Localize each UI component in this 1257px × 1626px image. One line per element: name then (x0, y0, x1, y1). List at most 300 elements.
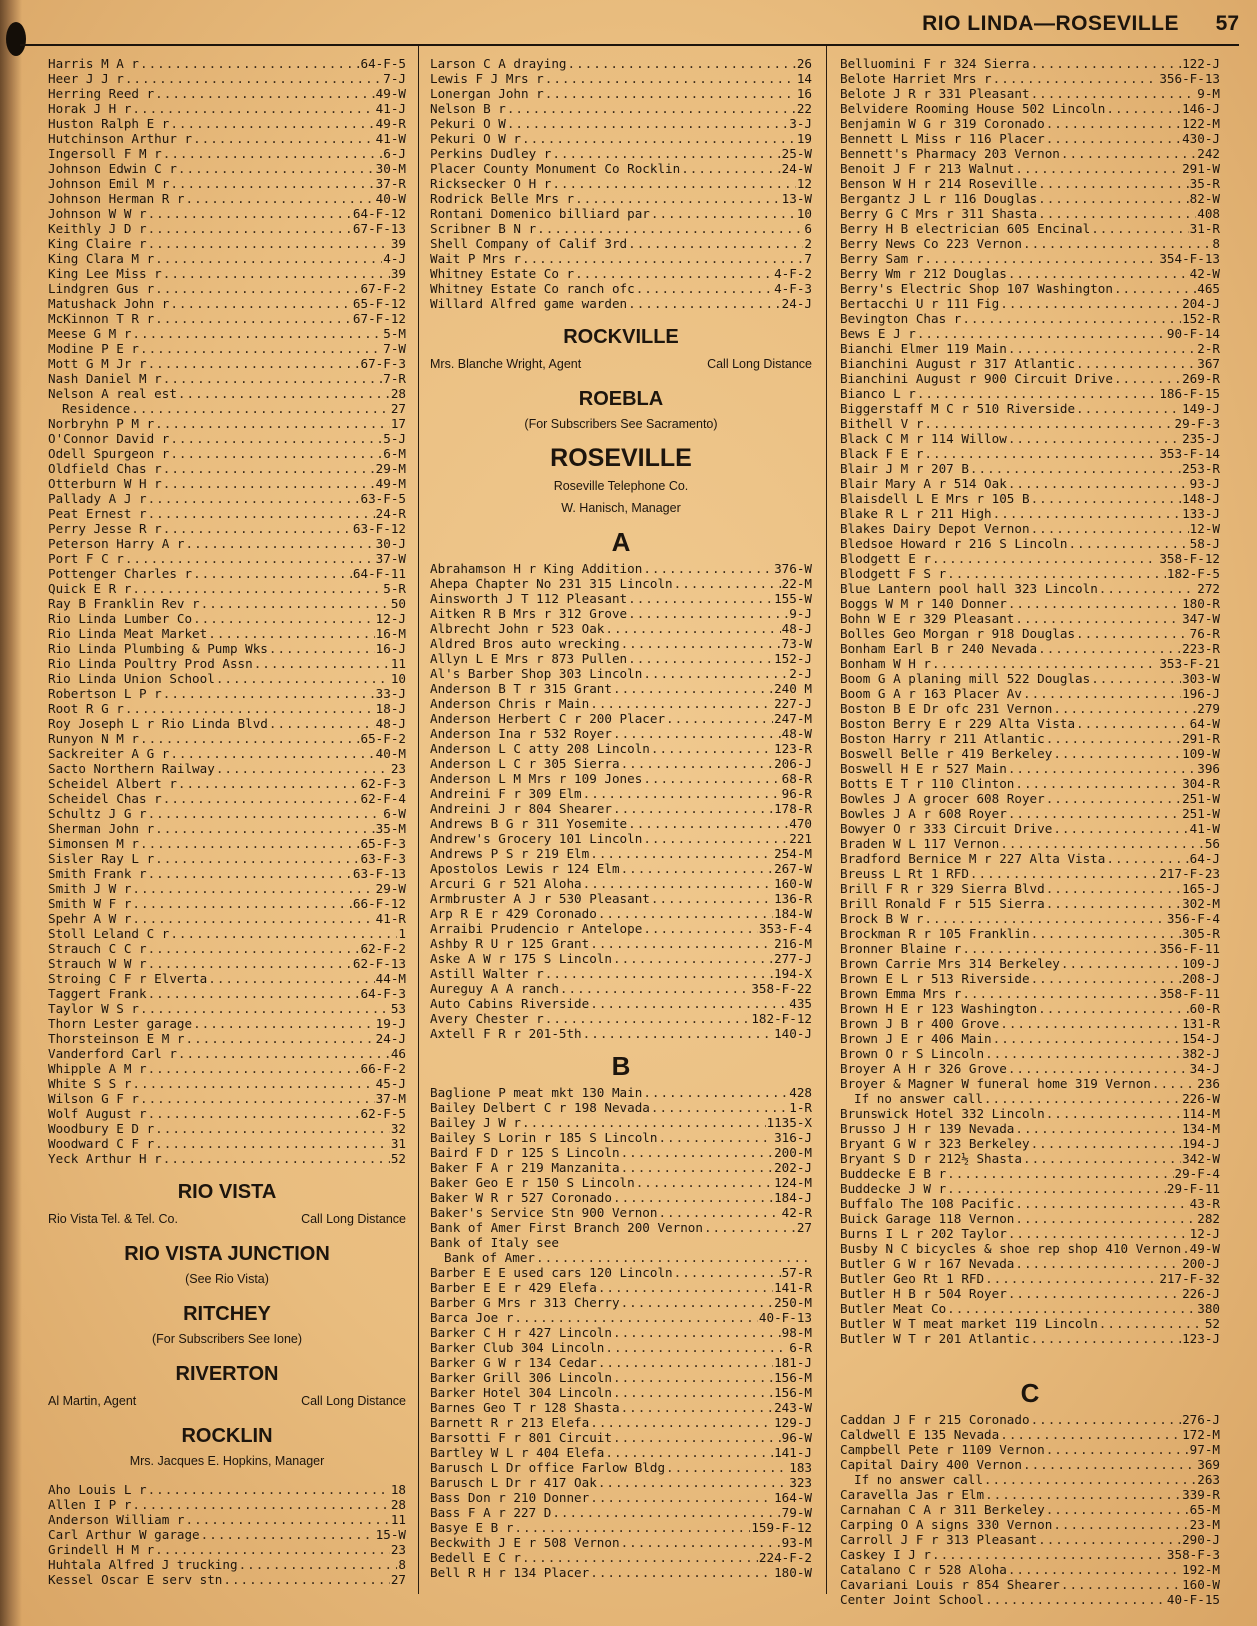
listing-phone: 62-F-5 (360, 1106, 406, 1121)
listing-name: Bedell E C r (430, 1550, 521, 1565)
leader-dots (598, 1355, 773, 1370)
leader-dots (947, 1181, 1166, 1196)
listing-phone: 200-M (774, 1145, 812, 1160)
directory-listing (48, 986, 406, 1001)
directory-listing (48, 926, 406, 941)
listing-name: Robertson L P r (48, 686, 162, 701)
directory-listing (840, 1472, 1220, 1487)
leader-dots (170, 446, 382, 461)
listing-phone: 67-F-13 (352, 221, 406, 236)
directory-listing (48, 71, 406, 86)
leader-dots (514, 1520, 750, 1535)
leader-dots (1008, 1226, 1189, 1241)
directory-listing (48, 956, 406, 971)
directory-listing (48, 116, 406, 131)
listing-phone: 236 (1197, 1076, 1220, 1091)
listing-name: Rio Linda Meat Market (48, 626, 208, 641)
listing-phone: 9-J (789, 606, 812, 621)
listing-phone: 30-J (375, 536, 406, 551)
leader-dots (621, 1535, 781, 1550)
listing-name: If no answer call (854, 1091, 983, 1106)
listing-name: Ingersoll F M r (48, 146, 162, 161)
directory-listing (430, 1490, 812, 1505)
leader-dots (148, 356, 360, 371)
listing-name: Brockman R r 105 Franklin (840, 926, 1030, 941)
directory-listing (840, 101, 1220, 116)
leader-dots (1008, 266, 1189, 281)
listing-name: Johnson Emil M r (48, 176, 170, 191)
leader-dots (223, 1572, 389, 1587)
leader-dots (658, 1205, 780, 1220)
listing-phone: 24-R (375, 506, 406, 521)
leader-dots (993, 1031, 1181, 1046)
leader-dots (613, 1190, 773, 1205)
directory-listing (840, 881, 1220, 896)
listing-name: Stoll Leland C r (48, 926, 170, 941)
agent-line (48, 1392, 406, 1410)
leader-dots (522, 131, 796, 146)
leader-dots (193, 611, 375, 626)
listing-name: McKinnon T R r (48, 311, 155, 326)
listing-phone: 279 (1197, 701, 1220, 716)
directory-listing (840, 491, 1220, 506)
directory-listing (430, 1220, 812, 1235)
leader-dots (1008, 596, 1181, 611)
leader-dots (522, 1550, 758, 1565)
listing-name: Peat Ernest r (48, 506, 147, 521)
listing-phone: 24-J (375, 1031, 406, 1046)
listing-phone: 65-F-2 (360, 731, 406, 746)
listing-name: Keithly J D r (48, 221, 147, 236)
listing-phone: 186-F-15 (1159, 386, 1220, 401)
directory-listing (840, 926, 1220, 941)
directory-listing (430, 161, 812, 176)
leader-dots (201, 1527, 375, 1542)
listing-phone: 10 (796, 206, 812, 221)
directory-listing (430, 741, 812, 756)
leader-dots (598, 1475, 788, 1490)
listing-name: Arraibi Prudencio r Antelope (430, 921, 643, 936)
listing-name: Buffalo The 108 Pacific (840, 1196, 1015, 1211)
directory-listing (48, 731, 406, 746)
listing-name: Blaisdell L E Mrs r 105 B (840, 491, 1030, 506)
directory-listing (48, 281, 406, 296)
listing-phone: 16-M (375, 626, 406, 641)
listing-phone: 180-R (1182, 596, 1220, 611)
leader-dots (1008, 1562, 1181, 1577)
leader-dots (1061, 146, 1196, 161)
listing-name: Apostolos Lewis r 124 Elm (430, 861, 620, 876)
listing-name: Sherman John r (48, 821, 155, 836)
directory-listing (430, 966, 812, 981)
listing-name: Brill Ronald F r 515 Sierra (840, 896, 1045, 911)
directory-listing (48, 401, 406, 416)
listing-name: Berry G C Mrs r 311 Shasta (840, 206, 1038, 221)
listing-phone: 396 (1197, 761, 1220, 776)
listing-phone: 64-J (1189, 851, 1220, 866)
listing-phone: 42-R (781, 1205, 812, 1220)
listing-phone: 141-J (774, 1445, 812, 1460)
directory-listing (430, 1160, 812, 1175)
leader-dots (674, 1265, 781, 1280)
leader-dots (178, 161, 375, 176)
listing-phone: 4-F-2 (774, 266, 812, 281)
directory-listing (48, 86, 406, 101)
listing-phone: 243-W (774, 1400, 812, 1415)
directory-listing (430, 1520, 812, 1535)
directory-listing (48, 641, 406, 656)
leader-dots (1023, 236, 1211, 251)
listing-name: Bennett's Pharmacy 203 Vernon (840, 146, 1060, 161)
town-heading: RIVERTON (175, 1363, 279, 1385)
listing-name: Barber E E r 429 Elefa (430, 1280, 597, 1295)
listing-name: Barker Club 304 Lincoln (430, 1340, 605, 1355)
listing-name: Butler W T meat market 119 Lincoln (840, 1316, 1098, 1331)
listing-phone: 35-R (1189, 176, 1220, 191)
listing-name: Blodgett E r (840, 551, 931, 566)
directory-listing (840, 1412, 1220, 1427)
listing-name: Rio Linda Union School (48, 671, 215, 686)
column-divider (826, 46, 827, 1594)
listing-phone: 39 (390, 266, 406, 281)
directory-listing (840, 71, 1220, 86)
directory-listing (48, 1076, 406, 1091)
listing-name: If no answer call (854, 1472, 983, 1487)
listing-phone: 123-R (774, 741, 812, 756)
leader-dots (522, 251, 803, 266)
directory-listing (48, 251, 406, 266)
listing-name: Willard Alfred game warden (430, 296, 628, 311)
directory-listing (430, 561, 812, 576)
listing-name: Smith W F r (48, 896, 132, 911)
directory-listing (840, 176, 1220, 191)
leader-dots (636, 1175, 773, 1190)
running-head: RIO LINDA—ROSEVILLE (922, 12, 1179, 35)
leader-dots (1023, 1151, 1181, 1166)
directory-listing (430, 206, 812, 221)
directory-listing (840, 1016, 1220, 1031)
listing-name: Butler W T r 201 Atlantic (840, 1331, 1030, 1346)
directory-listing (840, 1562, 1220, 1577)
directory-listing (840, 611, 1220, 626)
listing-name: Bertacchi U r 111 Fig (840, 296, 1000, 311)
listing-name: King Claire r (48, 236, 147, 251)
listing-name: Biggerstaff M C r 510 Riverside (840, 401, 1076, 416)
listing-phone: 15-W (375, 1527, 406, 1542)
directory-listing (48, 506, 406, 521)
listing-phone: 66-F-12 (352, 896, 406, 911)
listing-phone: 62-F-2 (360, 941, 406, 956)
listing-name: Taylor W S r (48, 1001, 139, 1016)
leader-dots (155, 1542, 390, 1557)
listing-name: Rodrick Belle Mrs r (430, 191, 575, 206)
leader-dots (125, 551, 375, 566)
leader-dots (148, 236, 390, 251)
directory-listing (48, 1572, 406, 1587)
leader-dots (1106, 101, 1181, 116)
listing-name: Rontani Domenico billiard par (430, 206, 650, 221)
listing-phone: 65-F-3 (360, 836, 406, 851)
directory-listing (840, 86, 1220, 101)
listing-phone: 354-F-13 (1159, 251, 1220, 266)
listing-name: Bianchi Elmer 119 Main (840, 341, 1007, 356)
listing-phone: 8 (398, 1557, 406, 1572)
directory-listing (430, 1535, 812, 1550)
directory-listing (48, 1091, 406, 1106)
listing-phone: 7-R (383, 371, 406, 386)
directory-listing (840, 656, 1220, 671)
leader-dots (947, 1301, 1196, 1316)
listing-name: Pekuri O W r (430, 131, 521, 146)
leader-dots (643, 1085, 788, 1100)
leader-dots (170, 176, 374, 191)
leader-dots (1046, 1106, 1181, 1121)
listing-phone: 13-W (781, 191, 812, 206)
directory-listing (840, 401, 1220, 416)
listing-phone: 367 (1197, 356, 1220, 371)
listing-name: Blodgett F S r (840, 566, 947, 581)
listing-name: Blakes Dairy Depot Vernon (840, 521, 1030, 536)
listing-phone: 172-M (1182, 1427, 1220, 1442)
directory-listing (840, 1502, 1220, 1517)
listing-phone: 347-W (1182, 611, 1220, 626)
listing-name: Bennett L Miss r 116 Placer (840, 131, 1045, 146)
leader-dots (628, 651, 773, 666)
listing-phone: 133-J (1182, 506, 1220, 521)
listing-name: Bailey J W r (430, 1115, 521, 1130)
leader-dots (1053, 1517, 1188, 1532)
listing-name: Barber E E used cars 120 Lincoln (430, 1265, 673, 1280)
directory-listing (430, 936, 812, 951)
listing-phone: 65-F-12 (352, 296, 406, 311)
listing-name: Brown H E r 123 Washington (840, 1001, 1038, 1016)
listing-name: Wolf August r (48, 1106, 147, 1121)
leader-dots (621, 636, 781, 651)
directory-listing (840, 311, 1220, 326)
listing-name: Bledsoe Howard r 216 S Lincoln (840, 536, 1068, 551)
listing-phone: 221 (789, 831, 812, 846)
leader-dots (1038, 206, 1196, 221)
leader-dots (132, 881, 374, 896)
listing-name: Barnes Geo T r 128 Shasta (430, 1400, 620, 1415)
listing-name: Allen I P r (48, 1497, 132, 1512)
listing-name: Quick E R r (48, 581, 132, 596)
listing-phone: 155-W (774, 591, 812, 606)
listing-phone: 224-F-2 (758, 1550, 812, 1565)
leader-dots (545, 966, 773, 981)
leader-dots (1008, 431, 1181, 446)
listing-phone: 358-F-12 (1159, 551, 1220, 566)
listing-phone: 50 (390, 596, 406, 611)
directory-listing (840, 1442, 1220, 1457)
listing-name: Johnson W W r (48, 206, 147, 221)
leader-dots (170, 746, 374, 761)
listing-phone: 73-W (781, 636, 812, 651)
leader-dots (605, 621, 780, 636)
listing-phone: 204-J (1182, 296, 1220, 311)
listing-name: Placer County Monument Co Rocklin (430, 161, 681, 176)
listing-name: Blair Mary A r 514 Oak (840, 476, 1007, 491)
listing-name: Meese G M r (48, 326, 132, 341)
leader-dots (522, 1115, 766, 1130)
leader-dots (613, 1385, 773, 1400)
listing-phone: 76-R (1189, 626, 1220, 641)
listing-name: Barker C H r 427 Lincoln (430, 1325, 612, 1340)
town-heading: ROEBLA (578, 388, 664, 410)
leader-dots (514, 1310, 758, 1325)
listing-phone: 18 (390, 1482, 406, 1497)
spacer (48, 1470, 406, 1482)
listing-name: Brown Emma Mrs r (840, 986, 962, 1001)
listing-phone: 356-F-4 (1166, 911, 1220, 926)
listing-phone: 93-M (781, 1535, 812, 1550)
listing-phone: 60-R (1189, 1001, 1220, 1016)
directory-listing (48, 1046, 406, 1061)
leader-dots (917, 326, 1166, 341)
listing-name: Harris M A r (48, 56, 139, 71)
leader-dots (1046, 896, 1181, 911)
listing-name: Bell R H r 134 Placer (430, 1565, 590, 1580)
leader-dots (148, 866, 352, 881)
listing-phone: 40-F-13 (758, 1310, 812, 1325)
listing-phone: 6 (804, 221, 812, 236)
leader-dots (628, 606, 788, 621)
listing-phone: 165-J (1182, 881, 1220, 896)
town-note: (For Subscribers See Ione) (151, 1332, 303, 1346)
listing-name: Rio Linda Lumber Co (48, 611, 193, 626)
listing-phone: 49-R (375, 116, 406, 131)
directory-listing (430, 56, 812, 71)
listing-name: Lonergan John r (430, 86, 544, 101)
listing-phone: 131-R (1182, 1016, 1220, 1031)
listing-phone: 129-J (774, 1415, 812, 1430)
directory-listing (840, 566, 1220, 581)
leader-dots (163, 686, 375, 701)
listing-phone: 184-W (774, 906, 812, 921)
directory-listing (430, 1310, 812, 1325)
leader-dots (1114, 371, 1181, 386)
listing-name: Caravella Jas r Elm (840, 1487, 985, 1502)
listing-name: Anderson William r (48, 1512, 185, 1527)
listing-phone: 63-F-13 (352, 866, 406, 881)
leader-dots (1031, 491, 1182, 506)
leader-dots (1046, 731, 1181, 746)
listing-phone: 25-W (781, 146, 812, 161)
leader-dots (681, 161, 780, 176)
directory-listing (840, 671, 1220, 686)
listing-phone: 82-W (1189, 191, 1220, 206)
directory-listing (430, 996, 812, 1011)
listing-name: Bews E J r (840, 326, 916, 341)
listing-phone: 64-W (1189, 716, 1220, 731)
leader-dots (132, 896, 352, 911)
listing-phone: 242 (1197, 146, 1220, 161)
listing-phone: 276-J (1182, 1412, 1220, 1427)
directory-listing (840, 1487, 1220, 1502)
leader-dots (507, 116, 788, 131)
listing-phone: 64-F-3 (360, 986, 406, 1001)
listing-phone: 353-F-21 (1159, 656, 1220, 671)
listing-name: Oldfield Chas r (48, 461, 162, 476)
directory-listing (430, 1100, 812, 1115)
listing-name: Blake R L r 211 High (840, 506, 992, 521)
leader-dots (962, 986, 1158, 1001)
directory-listing (430, 606, 812, 621)
listing-phone: 79-W (781, 1505, 812, 1520)
listing-name: Bianchini August r 900 Circuit Drive (840, 371, 1113, 386)
leader-dots (924, 911, 1166, 926)
listing-name: Black C M r 114 Willow (840, 431, 1007, 446)
directory-listing (840, 1211, 1220, 1226)
listing-phone: 29-W (375, 881, 406, 896)
leader-dots (970, 461, 1181, 476)
leader-dots (163, 266, 390, 281)
directory-listing (430, 1265, 812, 1280)
listing-phone: 6-W (383, 806, 406, 821)
directory-listing (840, 1316, 1220, 1331)
leader-dots (1015, 1196, 1188, 1211)
listing-phone: 182-F-12 (751, 1011, 812, 1026)
leader-dots (132, 1497, 389, 1512)
leader-dots (970, 866, 1158, 881)
listing-name: Boggs W M r 140 Donner (840, 596, 1007, 611)
directory-listing (48, 761, 406, 776)
listing-phone: 369 (1197, 1457, 1220, 1472)
leader-dots (1000, 836, 1204, 851)
leader-dots (643, 666, 788, 681)
listing-name: Butler H B r 504 Royer (840, 1286, 1007, 1301)
directory-listing (48, 476, 406, 491)
directory-listing (840, 446, 1220, 461)
leader-dots (140, 731, 360, 746)
directory-listing (840, 626, 1220, 641)
leader-dots (1000, 296, 1181, 311)
listing-name: Anderson Herbert C r 200 Placer (430, 711, 666, 726)
directory-listing (840, 251, 1220, 266)
listing-phone: 29-M (375, 461, 406, 476)
listing-phone: 208-J (1182, 971, 1220, 986)
leader-dots (148, 806, 383, 821)
header-rule (20, 44, 1239, 46)
town-heading: ROCKVILLE (563, 326, 679, 348)
listing-phone: 30-M (375, 161, 406, 176)
listing-name: Kessel Oscar E serv stn (48, 1572, 223, 1587)
directory-listing (840, 716, 1220, 731)
directory-listing (840, 641, 1220, 656)
directory-listing (840, 1181, 1220, 1196)
listing-name: Brown J B r 400 Grove (840, 1016, 1000, 1031)
listing-name: Berry H B electrician 605 Encinal (840, 221, 1091, 236)
listing-name: Larson C A draying (430, 56, 567, 71)
listing-name: Breuss L Rt 1 RFD (840, 866, 969, 881)
leader-dots (613, 1430, 781, 1445)
directory-listing (840, 986, 1220, 1001)
listing-phone: 49-W (1189, 1241, 1220, 1256)
listing-name: O'Connor David r (48, 431, 170, 446)
listing-name: Whitney Estate Co ranch ofc (430, 281, 635, 296)
leader-dots (552, 146, 780, 161)
directory-listing (430, 1415, 812, 1430)
listing-phone: 216-M (774, 936, 812, 951)
leader-dots (239, 1557, 398, 1572)
listing-name: Shell Company of Calif 3rd (430, 236, 628, 251)
listing-phone: 24-J (781, 296, 812, 311)
directory-listing (48, 1497, 406, 1512)
leader-dots (208, 971, 374, 986)
listing-name: Scheidel Albert r (48, 776, 177, 791)
directory-listing (48, 221, 406, 236)
leader-dots (651, 891, 773, 906)
